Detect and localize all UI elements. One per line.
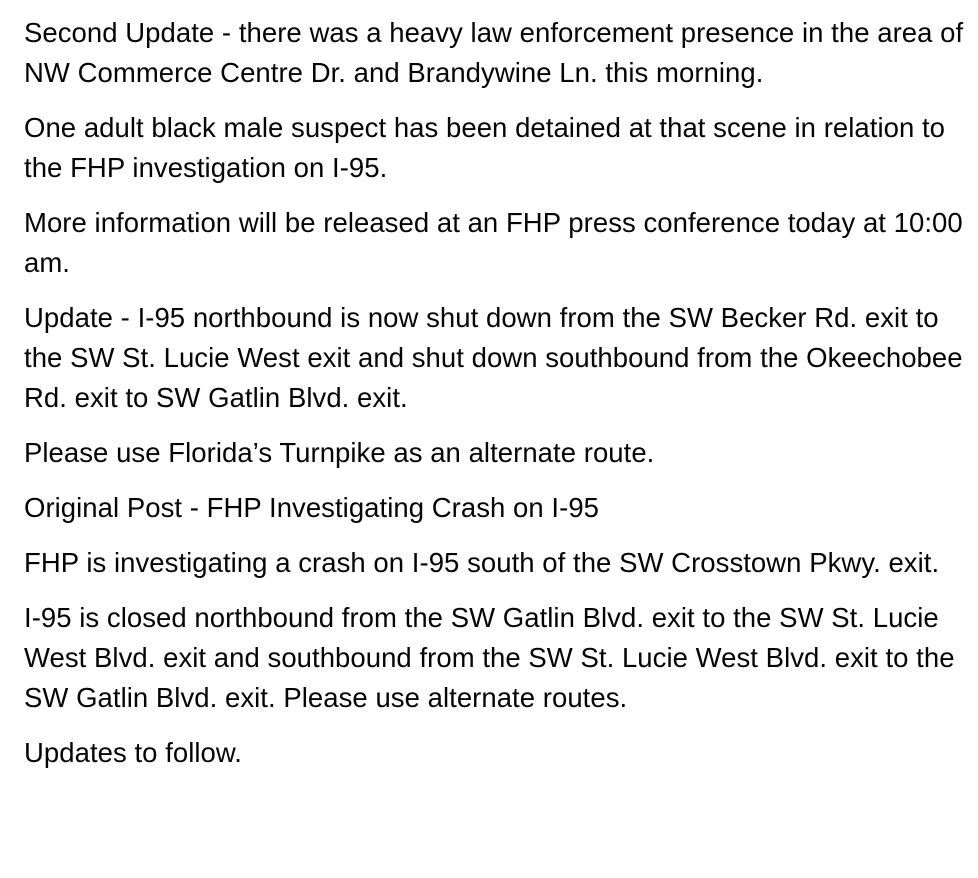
post-paragraph-second-update: Second Update - there was a heavy law enforcement presence in the area of NW Commerce Centre Dr. and Brandywine Ln. this morning. xyxy=(24,17,964,88)
post-paragraph-original-post-heading: Original Post - FHP Investigating Crash on I-95 xyxy=(24,492,600,523)
post-paragraph-suspect-detained: One adult black male suspect has been detained at that scene in relation to the FHP investigation on I-95. xyxy=(24,112,946,183)
post-paragraph-press-conference: More information will be released at an FHP press conference today at 10:00 am. xyxy=(24,207,963,278)
post-paragraph-update-closures: Update - I-95 northbound is now shut down from the SW Becker Rd. exit to the SW St. Lucie West exit and shut down southbound from the Okeechobee Rd. exit to SW Gatlin Blvd. exit. xyxy=(24,302,963,413)
post-paragraph-alternate-route: Please use Florida’s Turnpike as an alternate route. xyxy=(24,437,655,468)
post-paragraph-crash-investigation: FHP is investigating a crash on I-95 south of the SW Crosstown Pkwy. exit. xyxy=(24,547,940,578)
post-body-text xyxy=(24,13,964,788)
post-paragraph-original-closures: I-95 is closed northbound from the SW Gatlin Blvd. exit to the SW St. Lucie West Blvd. exit and southbound from the SW St. Lucie West Blvd. exit to the SW Gatlin Blvd. exit. Please use alternate routes. xyxy=(24,602,955,713)
post-paragraph-updates-to-follow: Updates to follow. xyxy=(24,737,242,768)
